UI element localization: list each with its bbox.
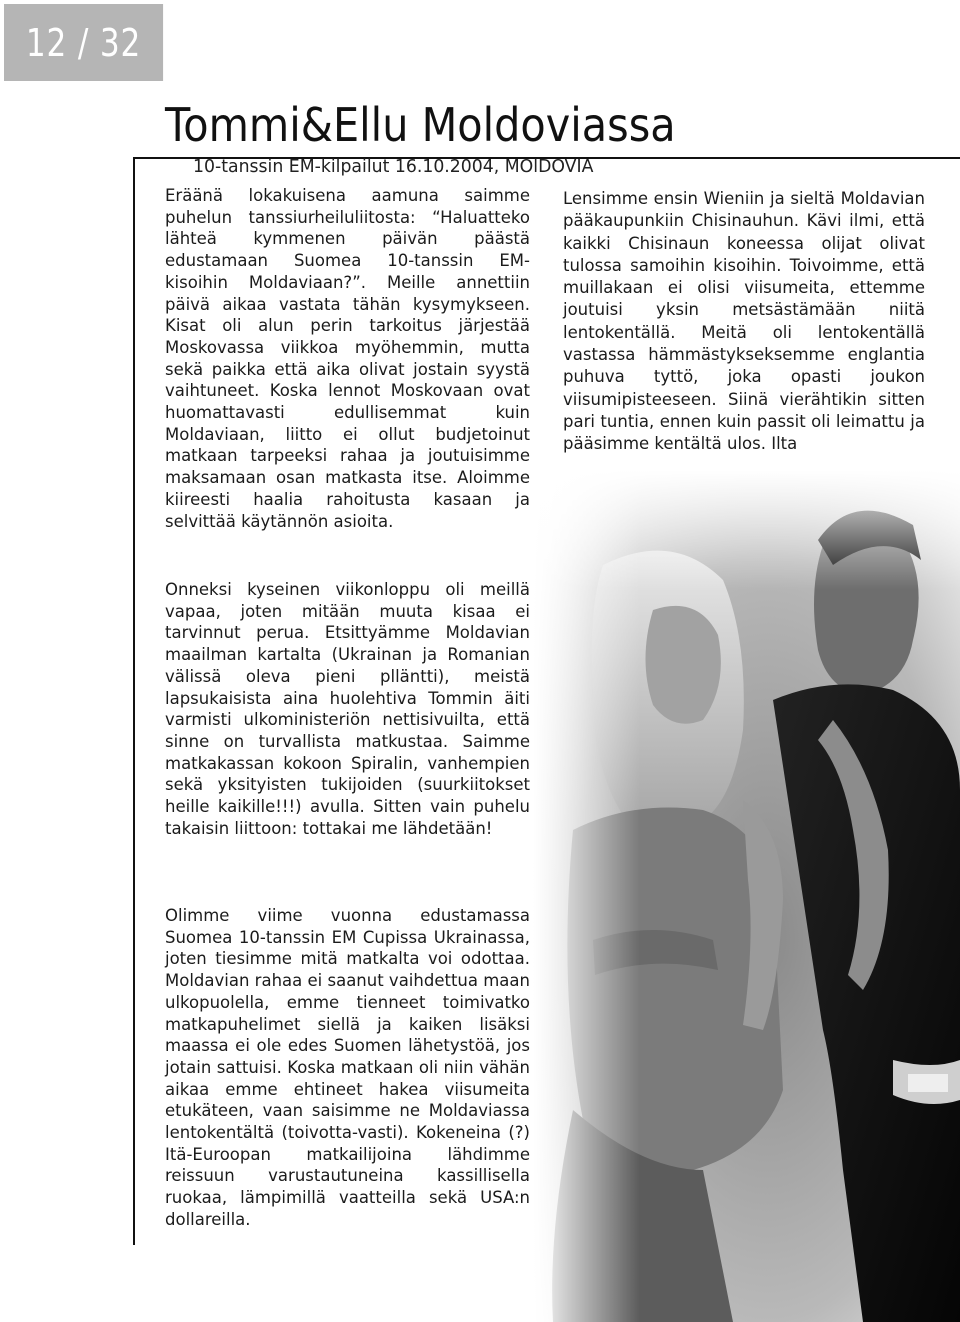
article-paragraph-right-column: Lensimme ensin Wieniin ja sieltä Moldavian pääkaupunkiin Chisinauhun. Kävi ilmi, että kaikki Chisinaun koneessa olijat olivat tulossa samoihin kisoihin. Toivoimme, että muillakaan ei olisi viisumeita, ettemme joutuisi yksin metsästämään niitä lentokentällä. Meitä oli lentokentällä vastassa hämmästykseksemme englantia puhuva tyttö, joka opasti joukon viisumipisteeseen. Siinä vierähtikin sitten pari tuntia, ennen kuin passit oli leimattu ja pääsimme kentältä ulos. Ilta bbox=[563, 189, 925, 454]
article-paragraph: Onneksi kyseinen viikonloppu oli meillä vapaa, joten mitään muuta kisaa ei tarvinnut perua. Etsittyämme Moldavian maailman kartalta (Ukrainan ja Romanian välissä oleva pieni plläntti), meistä lapsukaisista aina huolehtiva Tommin äiti varmisti ulkoministeriön nettisivuilta, että sinne on turvallista matkustaa. Saimme matkakassan kokoon Spiralin, vanhempien sekä yksityisten tukijoiden (suurkiitokset heille kaikille!!!) avulla. Sitten vain puhelu takaisin liittoon: tottakai me lähdetään! bbox=[165, 580, 530, 838]
page-number-badge: 12 / 32 bbox=[4, 4, 163, 81]
left-margin-rule bbox=[133, 157, 135, 1245]
article-paragraph: Olimme viime vuonna edustamassa Suomea 10-tanssin EM Cupissa Ukrainassa, joten tiesimme mitä matkalta voi odottaa. Moldavian rahaa ei saanut vaihdettua maan ulkopuolella, emme tienneet toimivatko matkapuhelimet siellä ja kaiken lisäksi maassa ei ole edes Suomen lähetystöä, jos jotain sattuisi. Koska matkaan oli niin vähän aikaa emme ehtineet hakea viisumeita etukäteen, vaan saisimme ne Moldaviassa lentokentältä (toivotta-vasti). Kokeneina (?) Itä-Euroopan matkailijoina lähdimme reissuun varustautuneina kassillisella ruokaa, lämpimillä vaatteilla sekä USA:n dollareilla. bbox=[165, 906, 530, 1229]
article-paragraph: Eräänä lokakuisena aamuna saimme puhelun tanssiurheiluliitosta: “Haluatteko lähteä kymmenen päivän päästä edustamaan Suomea 10-tanssin EM-kisoihin Moldaviaan?”. Meille annettiin päivä aikaa vastata tähän kysymykseen. Kisat oli alun perin tarkoitus järjestää Moskovassa viikkoa myöhemmin, mutta sekä paikka että aika olivat jostain syystä vaihtuneet. Koska lennot Moskovaan ovat huomattavasti edullisemmat kuin Moldaviaan, liitto ei ollut budjetoinut matkaan tarpeeksi rahaa ja joutuisimme maksamaan osan matkasta itse. Aloimme kiireesti haalia rahoitusta kasaan ja selvittää käytännön asioita. bbox=[165, 186, 530, 531]
couple-photo bbox=[533, 470, 960, 1322]
article-subtitle: 10-tanssin EM-kilpailut 16.10.2004, MOlDOVIA bbox=[193, 156, 594, 177]
article-title: Tommi&Ellu Moldoviassa bbox=[165, 98, 676, 152]
